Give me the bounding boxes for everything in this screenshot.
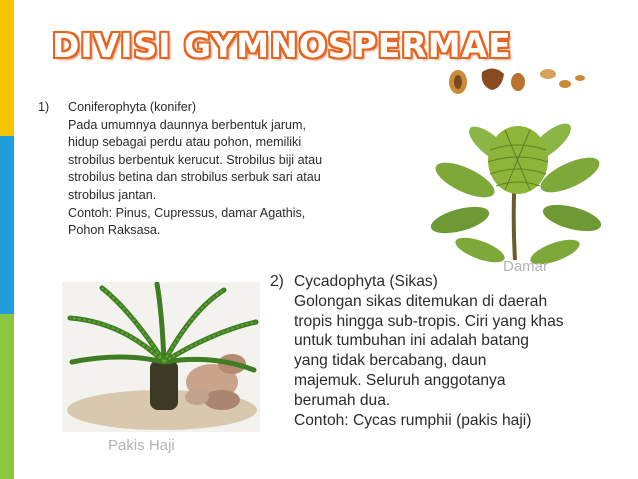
side-bar-blue [0, 136, 14, 314]
side-bar-green [0, 314, 14, 479]
pakis-haji-photo [62, 282, 260, 432]
item-line: berumah dua. [294, 391, 391, 409]
item-line: Coniferophyta (konifer) [68, 100, 197, 114]
item-line: strobilus jantan. [68, 187, 157, 202]
item-line: Contoh: Pinus, Cupressus, damar Agathis, [68, 205, 306, 220]
item-number: 1) [38, 100, 50, 114]
item-line: Golongan sikas ditemukan di daerah [294, 292, 548, 310]
slide-title: DIVISI GYMNOSPERMAE [52, 26, 512, 65]
item-line: Contoh: Cycas rumphii (pakis haji) [294, 411, 532, 429]
item-cycadophyta [270, 272, 615, 430]
item-coniferophyta [38, 99, 398, 240]
caption-pakis-haji: Pakis Haji [108, 437, 175, 454]
item-line: untuk tumbuhan ini adalah batang [294, 332, 529, 350]
item-line: hidup sebagai perdu atau pohon, memiliki [68, 135, 302, 150]
item-line: Cycadophyta (Sikas) [294, 273, 438, 290]
item-line: tropis hingga sub-tropis. Ciri yang khas [294, 312, 564, 330]
item-number: 2) [270, 273, 284, 290]
item-line: Pada umumnya daunnya berbentuk jarum, [68, 117, 307, 132]
caption-damar: Damar [503, 258, 549, 275]
damar-illustration [420, 60, 605, 270]
side-bar-yellow [0, 0, 14, 136]
item-line: strobilus berbentuk kerucut. Strobilus biji atau [68, 152, 323, 167]
item-line: strobilus betina dan strobilus serbuk sari atau [68, 170, 321, 185]
item-line: yang tidak bercabang, daun [294, 352, 487, 370]
item-line: majemuk. Seluruh anggotanya [294, 371, 506, 389]
item-line: Pohon Raksasa. [68, 223, 161, 238]
